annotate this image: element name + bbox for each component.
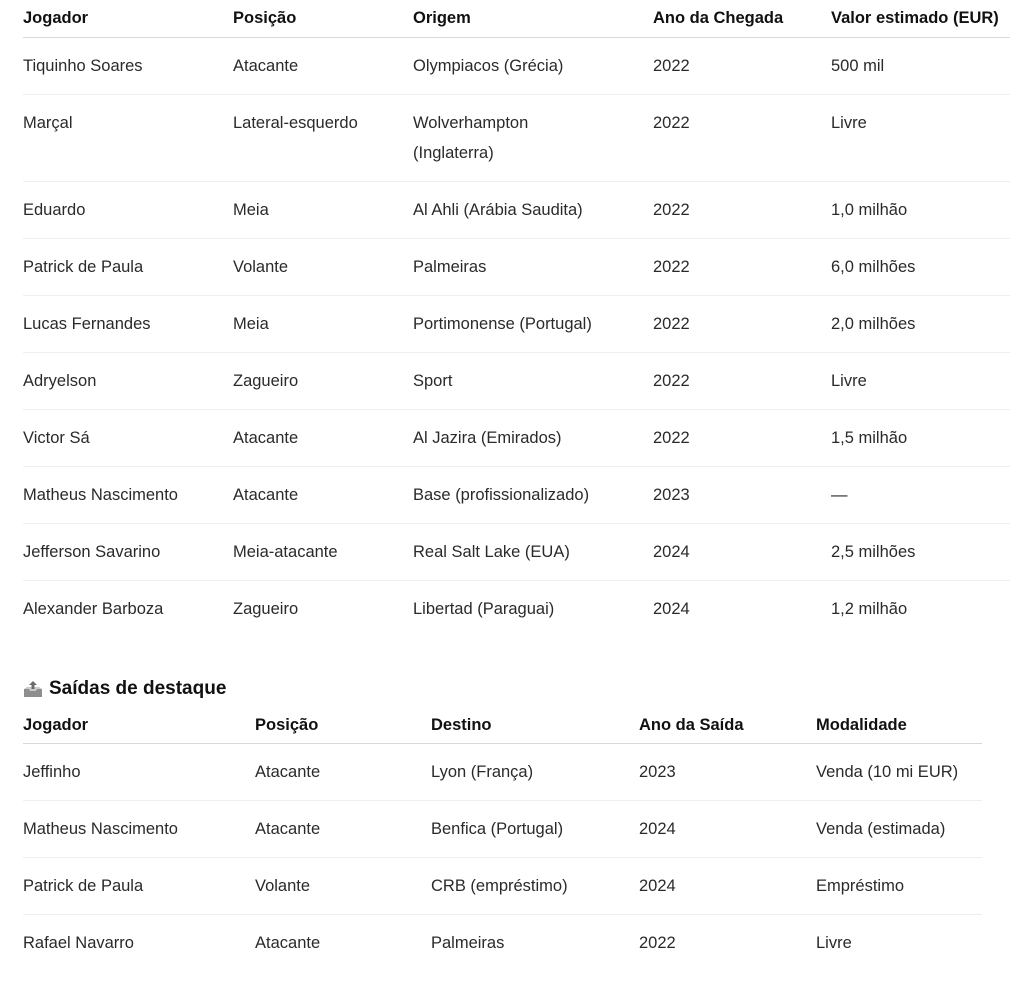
player-origin: Sport [413, 372, 453, 390]
table-row [23, 524, 1010, 581]
column-header-position: Posição [255, 707, 431, 744]
departure-year: 2024 [639, 820, 676, 838]
player-name: Jeffinho [23, 763, 81, 781]
player-name: Tiquinho Soares [23, 57, 143, 75]
table-row [23, 182, 1010, 239]
column-header-departure-year: Ano da Saída [639, 707, 816, 744]
player-name: Alexander Barboza [23, 600, 164, 618]
player-name: Matheus Nascimento [23, 486, 178, 504]
player-origin: Wolverhampton (Inglaterra) [413, 114, 529, 162]
player-position: Lateral-esquerdo [233, 114, 358, 132]
player-name: Lucas Fernandes [23, 315, 151, 333]
estimated-value: Livre [831, 114, 867, 132]
player-position: Volante [233, 258, 289, 276]
player-destination: Palmeiras [431, 934, 505, 952]
arrival-year: 2022 [653, 258, 690, 276]
player-position: Atacante [255, 820, 321, 838]
column-header-destination: Destino [431, 707, 639, 744]
arrival-year: 2022 [653, 201, 690, 219]
player-destination: Lyon (França) [431, 763, 534, 781]
player-name: Victor Sá [23, 429, 90, 447]
modality: Empréstimo [816, 877, 905, 895]
player-name: Matheus Nascimento [23, 820, 178, 838]
arrivals-table [23, 0, 1010, 637]
arrival-year: 2023 [653, 486, 690, 504]
player-position: Meia [233, 201, 269, 219]
player-destination: Benfica (Portugal) [431, 820, 564, 838]
column-header-player: Jogador [23, 707, 255, 744]
player-name: Rafael Navarro [23, 934, 134, 952]
table-row [23, 95, 1010, 182]
table-header-row [23, 707, 982, 744]
estimated-value: 2,0 milhões [831, 315, 916, 333]
estimated-value: 1,5 milhão [831, 429, 908, 447]
player-origin: Portimonense (Portugal) [413, 315, 592, 333]
column-header-origin: Origem [413, 0, 653, 38]
table-row [23, 858, 982, 915]
player-name: Adryelson [23, 372, 97, 390]
player-origin: Al Jazira (Emirados) [413, 429, 562, 447]
player-position: Atacante [255, 763, 321, 781]
estimated-value: 1,2 milhão [831, 600, 908, 618]
column-header-modality: Modalidade [816, 707, 982, 744]
column-header-estimated-value: Valor estimado (EUR) [831, 0, 1010, 38]
player-origin: Real Salt Lake (EUA) [413, 543, 570, 561]
departures-table [23, 707, 982, 971]
modality: Livre [816, 934, 852, 952]
player-destination: CRB (empréstimo) [431, 877, 568, 895]
player-position: Zagueiro [233, 372, 299, 390]
arrival-year: 2024 [653, 543, 690, 561]
table-row [23, 410, 1010, 467]
player-position: Zagueiro [233, 600, 299, 618]
column-header-player: Jogador [23, 0, 233, 38]
arrival-year: 2022 [653, 372, 690, 390]
departure-year: 2022 [639, 934, 676, 952]
column-header-arrival-year: Ano da Chegada [653, 0, 831, 38]
player-origin: Palmeiras [413, 258, 487, 276]
table-header-row [23, 0, 1010, 38]
table-row [23, 467, 1010, 524]
table-row [23, 915, 982, 972]
table-row [23, 296, 1010, 353]
player-name: Patrick de Paula [23, 877, 144, 895]
player-position: Meia [233, 315, 269, 333]
estimated-value: Livre [831, 372, 867, 390]
player-origin: Olympiacos (Grécia) [413, 57, 564, 75]
estimated-value: 2,5 milhões [831, 543, 916, 561]
player-position: Atacante [233, 57, 299, 75]
table-row [23, 38, 1010, 95]
departure-year: 2023 [639, 763, 676, 781]
estimated-value: 6,0 milhões [831, 258, 916, 276]
outbox-tray-icon [23, 680, 43, 698]
modality: Venda (estimada) [816, 820, 946, 838]
table-row [23, 353, 1010, 410]
column-header-position: Posição [233, 0, 413, 38]
section-title: Saídas de destaque [49, 678, 227, 699]
estimated-value: 500 mil [831, 57, 885, 75]
departure-year: 2024 [639, 877, 676, 895]
player-origin: Al Ahli (Arábia Saudita) [413, 201, 583, 219]
estimated-value: 1,0 milhão [831, 201, 908, 219]
table-row [23, 801, 982, 858]
player-origin: Libertad (Paraguai) [413, 600, 555, 618]
player-origin: Base (profissionalizado) [413, 486, 590, 504]
table-row [23, 239, 1010, 296]
player-position: Atacante [255, 934, 321, 952]
arrival-year: 2022 [653, 57, 690, 75]
player-position: Meia-atacante [233, 543, 338, 561]
table-row [23, 744, 982, 801]
player-position: Atacante [233, 486, 299, 504]
player-position: Volante [255, 877, 311, 895]
departures-section-heading [23, 671, 1024, 707]
table-row [23, 581, 1010, 638]
modality: Venda (10 mi EUR) [816, 763, 959, 781]
player-name: Jefferson Savarino [23, 543, 161, 561]
arrival-year: 2022 [653, 114, 690, 132]
player-position: Atacante [233, 429, 299, 447]
arrival-year: 2022 [653, 315, 690, 333]
estimated-value: — [831, 486, 848, 504]
player-name: Marçal [23, 114, 73, 132]
player-name: Eduardo [23, 201, 86, 219]
arrival-year: 2022 [653, 429, 690, 447]
player-name: Patrick de Paula [23, 258, 144, 276]
arrival-year: 2024 [653, 600, 690, 618]
